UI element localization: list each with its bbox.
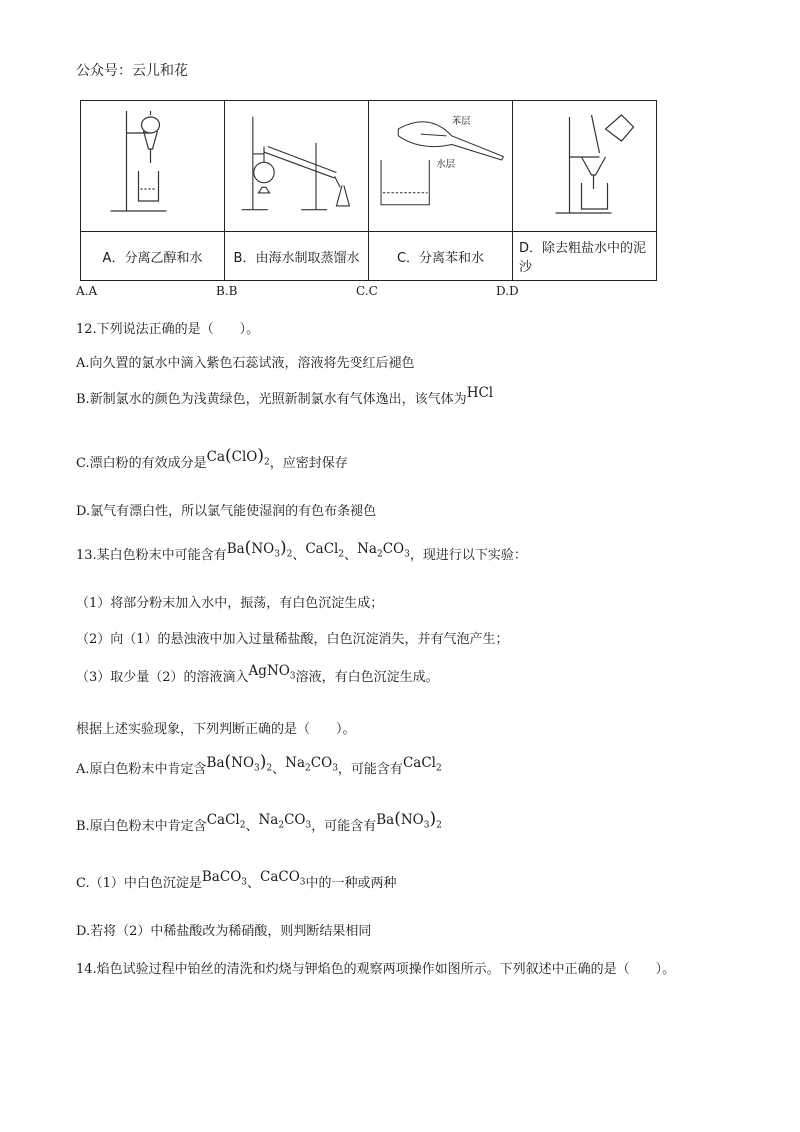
formula-baco3: BaCO$_3$ <box>201 869 247 888</box>
caption-a: A．分离乙醇和水 <box>81 232 225 281</box>
q13-step-1: （1）将部分粉末加入水中，振荡，有白色沉淀生成； <box>76 596 384 611</box>
label-water: 水层 <box>436 158 456 170</box>
q13-option-b[interactable]: B.原白色粉末中肯定含CaCl$_2$、$Na_2CO_3$，可能含有$Ba(NO_3)_2$ <box>76 809 442 834</box>
separatory-funnel-figure <box>81 101 224 231</box>
q12-option-c[interactable]: C.漂白粉的有效成分是$Ca(ClO)_2$，应密封保存 <box>76 446 348 471</box>
q13-question: 根据上述实验现象，下列判断正确的是（ ）。 <box>76 722 356 737</box>
q13-option-d[interactable]: D.若将（2）中稀盐酸改为稀硝酸，则判断结果相同 <box>76 924 372 939</box>
q13-step-2: （2）向（1）的悬浊液中加入过量稀盐酸，白色沉淀消失，并有气泡产生； <box>76 632 509 647</box>
q11-option-d[interactable]: D.D <box>496 284 519 298</box>
q11-option-a[interactable]: A.A <box>76 284 98 298</box>
formula-na2co3: $Na_2CO_3$ <box>357 541 410 560</box>
filtration-figure <box>513 101 656 231</box>
cell-c-figure <box>369 101 513 232</box>
q12-option-b[interactable]: B.新制氯水的颜色为浅黄绿色，光照新制氯水有气体逸出，该气体为HCl <box>76 385 494 407</box>
q14-stem: 14.焰色试验过程中铂丝的清洗和灼烧与钾焰色的观察两项操作如图所示。下列叙述中正确的是（ ）。 <box>76 962 676 977</box>
q12-option-d[interactable]: D.氯气有漂白性，所以氯气能使湿润的有色布条褪色 <box>76 504 377 519</box>
formula-ca-clo2: $Ca(ClO)_2$ <box>206 446 270 468</box>
q11-option-b[interactable]: B.B <box>216 284 238 298</box>
q13-option-a[interactable]: A.原白色粉末中肯定含$Ba(NO_3)_2$、$Na_2CO_3$，可能含有CaCl$_2$ <box>76 752 442 777</box>
cell-b-figure <box>225 101 369 232</box>
formula-hcl: HCl <box>466 385 494 401</box>
formula-cacl2: CaCl$_2$ <box>305 541 345 560</box>
q11-option-c[interactable]: C.C <box>356 284 378 298</box>
page-header: 公众号：云儿和花 <box>76 63 188 79</box>
cell-d-figure <box>513 101 657 232</box>
apparatus-table <box>80 100 657 281</box>
formula-caco3: CaCO$_3$ <box>260 869 306 888</box>
q13-option-c[interactable]: C.（1）中白色沉淀是BaCO$_3$、CaCO$_3$中的一种或两种 <box>76 869 397 891</box>
formula-agno3: AgNO$_3$ <box>248 663 296 682</box>
cell-a-figure <box>81 101 225 232</box>
q13-step-3: （3）取少量（2）的溶液滴入AgNO$_3$溶液，有白色沉淀生成。 <box>76 663 439 685</box>
separatory-funnel-liquids-figure <box>369 101 512 231</box>
caption-c: C．分离苯和水 <box>369 232 513 281</box>
formula-ba-no3-2: $Ba(NO_3)_2$ <box>226 538 293 560</box>
caption-b: B．由海水制取蒸馏水 <box>225 232 369 281</box>
q13-stem: 13.某白色粉末中可能含有$Ba(NO_3)_2$、CaCl$_2$、$Na_2CO_3$，现进行以下实验： <box>76 538 527 563</box>
caption-d: D．除去粗盐水中的泥沙 <box>513 232 657 281</box>
distillation-figure <box>225 101 368 231</box>
q12-option-a[interactable]: A.向久置的氯水中滴入紫色石蕊试液，溶液将先变红后褪色 <box>76 356 415 371</box>
q12-stem: 12.下列说法正确的是（ ）。 <box>76 322 260 337</box>
label-benzene: 苯层 <box>451 115 471 127</box>
